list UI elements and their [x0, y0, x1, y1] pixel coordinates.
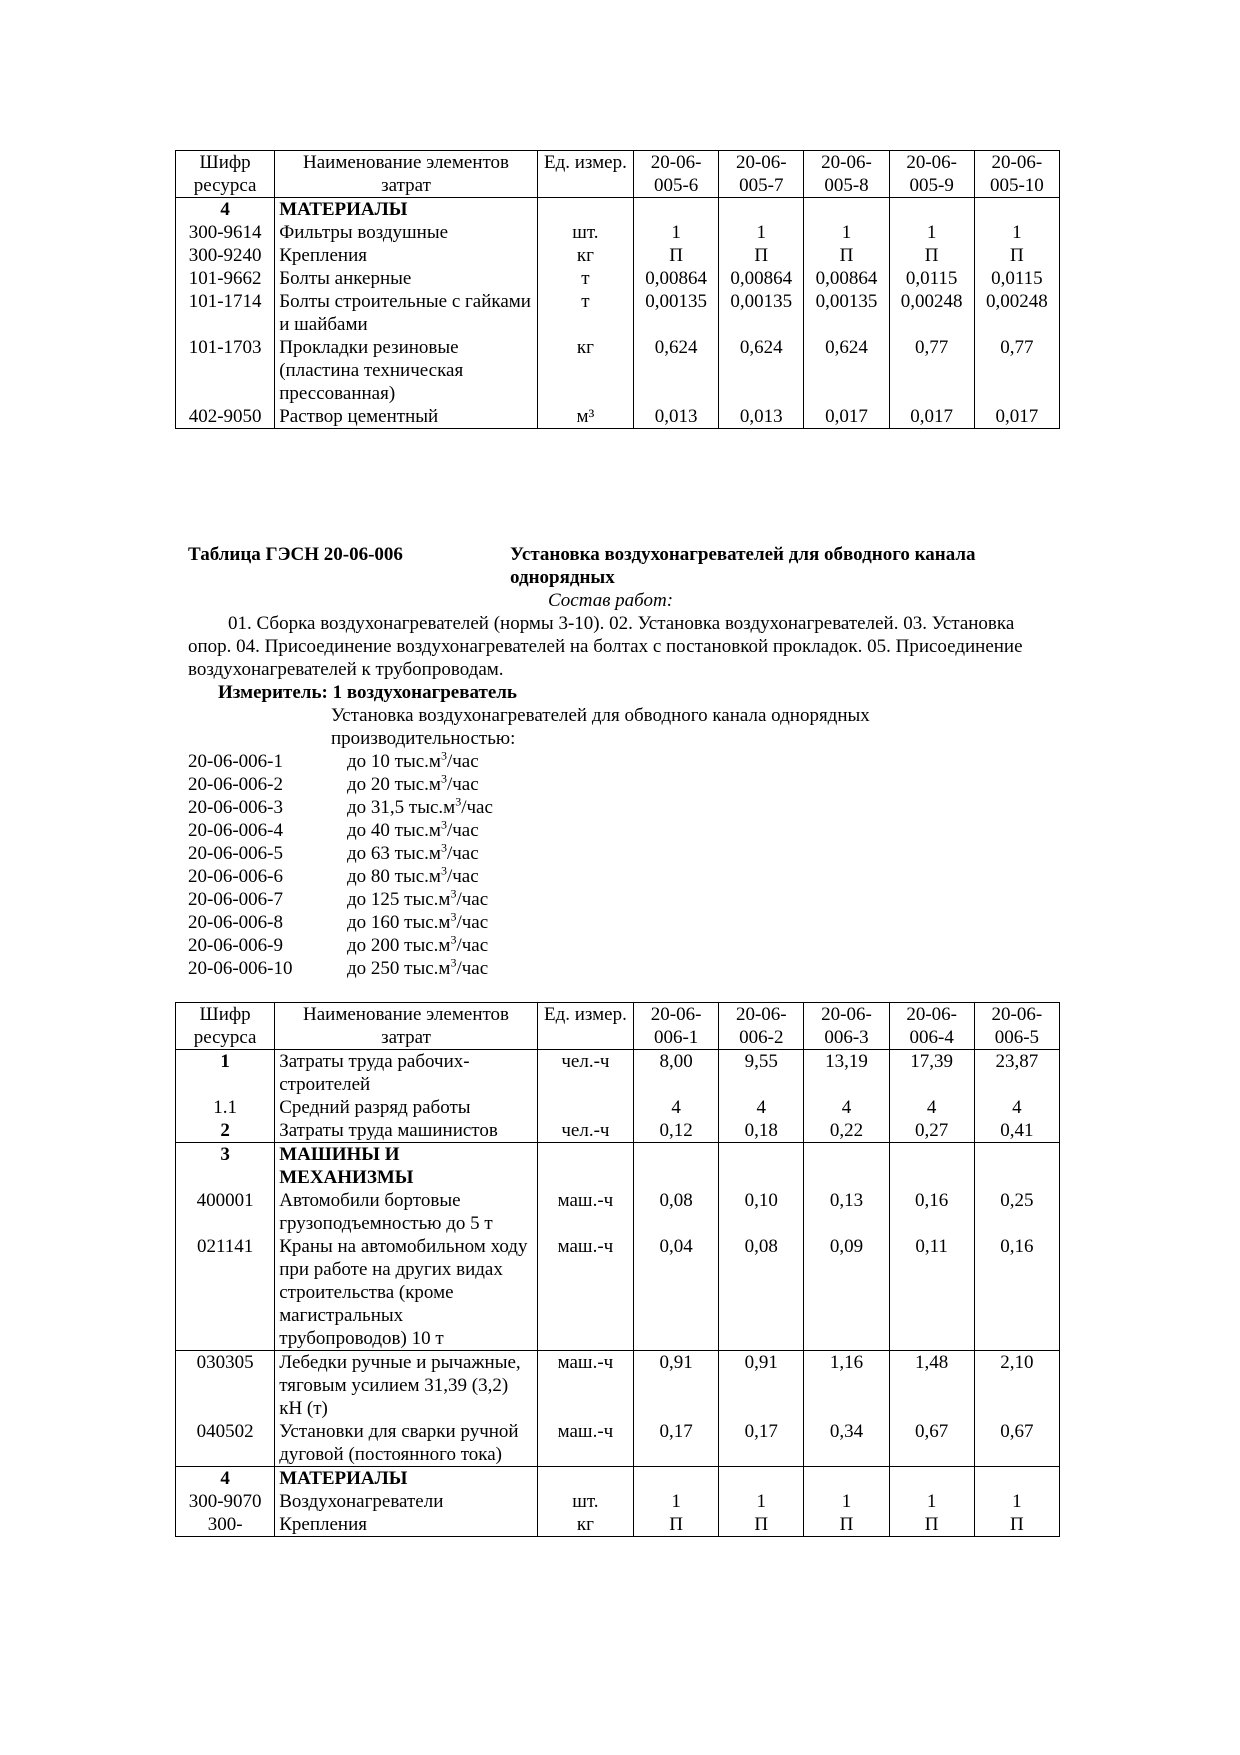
unit-suffix: /час — [446, 774, 479, 795]
resource-code: 300-9070 — [188, 1491, 262, 1512]
cell-value: 13,19 — [825, 1051, 868, 1072]
table-row — [176, 290, 1060, 336]
cell-value: 0,16 — [1000, 1236, 1034, 1257]
unit-suffix: /час — [446, 751, 479, 772]
cell-value: м³ — [576, 406, 595, 427]
norm-code-list — [188, 750, 493, 980]
unit-suffix: /час — [461, 797, 493, 818]
cell-value: 0,91 — [659, 1352, 693, 1373]
cell-value: 0,41 — [1000, 1120, 1034, 1141]
norm-item — [188, 842, 493, 865]
resource-code: 300- — [207, 1514, 243, 1535]
table-row — [176, 221, 1060, 244]
cell-value: 0,013 — [739, 406, 783, 427]
resource-name: Болты строительные с гайками и шайбами — [279, 291, 531, 335]
cell-value: 0,12 — [659, 1120, 693, 1141]
norm-code: 20-06-006-6 — [188, 866, 283, 887]
cell-value: 1 — [671, 1491, 681, 1512]
resource-code: 101-1714 — [188, 291, 262, 312]
column-header: Наименование элементов затрат — [275, 1003, 538, 1050]
resource-name: Установки для сварки ручной дуговой (постоянного тока) — [279, 1421, 519, 1465]
cell-value: 0,11 — [915, 1236, 948, 1257]
column-header: Шифр ресурса — [176, 151, 275, 198]
table-row — [176, 198, 1060, 222]
column-header: 20-06-006-5 — [974, 1003, 1059, 1050]
norm-code: 20-06-006-8 — [188, 912, 283, 933]
cell-value: 2,10 — [1000, 1352, 1034, 1373]
cell-value: 0,77 — [915, 337, 949, 358]
norm-capacity: до 80 тыс.м — [347, 866, 441, 887]
cell-value: 9,55 — [744, 1051, 778, 1072]
unit-exponent: 3 — [450, 886, 457, 901]
cell-value: П — [669, 1514, 683, 1535]
norm-item — [188, 865, 493, 888]
table-row — [176, 1143, 1060, 1190]
table-header-row — [176, 151, 1060, 198]
table-row — [176, 405, 1060, 429]
table-row — [176, 1467, 1060, 1491]
resource-code: 1 — [220, 1051, 230, 1072]
norm-item — [188, 888, 493, 911]
norm-capacity: до 31,5 тыс.м — [347, 797, 456, 818]
cell-value: 0,00864 — [645, 268, 707, 289]
cell-value: 1 — [841, 1491, 852, 1512]
cell-value: П — [669, 245, 683, 266]
work-composition-label: Состав работ: — [548, 590, 674, 611]
cell-value: 0,10 — [744, 1190, 778, 1211]
cell-value: П — [754, 245, 769, 266]
cell-value: 0,22 — [829, 1120, 864, 1141]
cell-value: 0,08 — [744, 1236, 778, 1257]
resource-name: Прокладки резиновые (пластина техническая прессованная) — [279, 337, 464, 404]
column-header: Ед. измер. — [537, 1003, 633, 1050]
cell-value: 0,08 — [659, 1190, 693, 1211]
column-header: Ед. измер. — [537, 151, 633, 198]
cell-value: 0,04 — [659, 1236, 693, 1257]
column-header: 20-06-005-6 — [634, 151, 719, 198]
unit-exponent: 3 — [440, 817, 447, 832]
cell-value: т — [581, 268, 590, 289]
cell-value: 0,00248 — [986, 291, 1048, 312]
cell-value: 0,91 — [744, 1352, 778, 1373]
cell-value: 8,00 — [659, 1051, 693, 1072]
norm-capacity: до 40 тыс.м — [347, 820, 441, 841]
cell-value: 0,624 — [825, 337, 868, 358]
cell-value: 0,0115 — [905, 268, 958, 289]
column-header: 20-06-006-3 — [804, 1003, 889, 1050]
table-row — [176, 1050, 1060, 1097]
column-header: 20-06-006-1 — [634, 1003, 719, 1050]
cell-value: 1,48 — [915, 1352, 949, 1373]
unit-exponent: 3 — [440, 748, 447, 763]
resource-name: Крепления — [279, 1514, 367, 1535]
norm-item — [188, 957, 493, 980]
cell-value: 0,25 — [1000, 1190, 1034, 1211]
cell-value: 0,67 — [915, 1421, 949, 1442]
resource-table-005 — [175, 150, 1060, 429]
resource-code: 4 — [220, 1468, 230, 1489]
norm-code: 20-06-006-7 — [188, 889, 283, 910]
resource-name: Краны на автомобильном ходу при работе на других видах строительства (кроме магистральных трубопроводов) 10 т — [279, 1236, 528, 1349]
cell-value: П — [924, 1514, 939, 1535]
cell-value: П — [924, 245, 939, 266]
unit-exponent: 3 — [440, 863, 447, 878]
cell-value: 1 — [926, 222, 937, 243]
unit-exponent: 3 — [450, 932, 457, 947]
table-row — [176, 1096, 1060, 1119]
cell-value: 4 — [756, 1097, 767, 1118]
cell-value: П — [839, 1514, 854, 1535]
resource-code: 2 — [220, 1120, 230, 1141]
resource-name: МАТЕРИАЛЫ — [279, 199, 408, 220]
norm-item — [188, 934, 493, 957]
resource-code: 4 — [220, 199, 230, 220]
table-title: Таблица ГЭСН 20-06-006 — [188, 544, 403, 565]
resource-name: Затраты труда машинистов — [279, 1120, 498, 1141]
cell-value: 0,77 — [1000, 337, 1034, 358]
resource-code: 040502 — [196, 1421, 254, 1442]
resource-name: Автомобили бортовые грузоподъемностью до 5 т — [279, 1190, 493, 1234]
cell-value: 0,09 — [829, 1236, 864, 1257]
unit-suffix: /час — [446, 820, 479, 841]
cell-value: чел.-ч — [561, 1051, 610, 1072]
resource-name: Крепления — [279, 245, 367, 266]
cell-value: 0,16 — [915, 1190, 949, 1211]
resource-code: 1.1 — [213, 1097, 237, 1118]
norm-capacity: до 160 тыс.м — [347, 912, 451, 933]
table-header-row — [176, 1003, 1060, 1050]
cell-value: 0,00248 — [900, 291, 963, 312]
unit-exponent: 3 — [455, 794, 462, 809]
norm-code: 20-06-006-2 — [188, 774, 283, 795]
norm-capacity: до 250 тыс.м — [347, 958, 451, 979]
table-row — [176, 1490, 1060, 1513]
resource-name: Средний разряд работы — [279, 1097, 471, 1118]
column-header: 20-06-005-10 — [974, 151, 1059, 198]
cell-value: 0,624 — [654, 337, 698, 358]
cell-value: 4 — [841, 1097, 852, 1118]
norm-capacity: до 200 тыс.м — [347, 935, 451, 956]
resource-code: 402-9050 — [188, 406, 262, 427]
resource-code: 021141 — [196, 1236, 254, 1257]
table-row — [176, 244, 1060, 267]
table-row — [176, 267, 1060, 290]
resource-name: Раствор цементный — [279, 406, 439, 427]
cell-value: 0,00864 — [730, 268, 793, 289]
cell-value: шт. — [572, 222, 599, 243]
cell-value: П — [1010, 245, 1024, 266]
resource-code: 030305 — [196, 1352, 254, 1373]
norm-item — [188, 796, 493, 819]
table-row — [176, 1235, 1060, 1351]
cell-value: маш.-ч — [557, 1190, 614, 1211]
resource-table-006 — [175, 1002, 1060, 1537]
cell-value: 1 — [1012, 222, 1022, 243]
cell-value: 0,017 — [910, 406, 954, 427]
cell-value: маш.-ч — [557, 1421, 614, 1442]
cell-value: 4 — [926, 1097, 937, 1118]
cell-value: т — [581, 291, 590, 312]
table-row — [176, 336, 1060, 405]
cell-value: 0,017 — [825, 406, 868, 427]
cell-value: 0,00135 — [815, 291, 878, 312]
resource-code: 3 — [220, 1144, 230, 1165]
norm-code: 20-06-006-4 — [188, 820, 283, 841]
cell-value: 0,13 — [829, 1190, 864, 1211]
cell-value: 0,00864 — [815, 268, 878, 289]
norm-item — [188, 773, 493, 796]
resource-name: МАТЕРИАЛЫ — [279, 1468, 408, 1489]
meter-label: Измеритель: 1 воздухонагреватель — [218, 682, 517, 703]
norm-item — [188, 750, 493, 773]
table-description: Установка воздухонагревателей для обводного канала однорядных — [510, 544, 976, 588]
resource-name: МАШИНЫ И МЕХАНИЗМЫ — [279, 1144, 414, 1188]
work-text: 01. Сборка воздухонагревателей (нормы 3-10). 02. Установка воздухонагревателей. 03. Установка опор. 04. Присоединение воздухонагревателей на болтах с постановкой прокладок. 05. Присоединение воздухонагревателей к трубопроводам. — [188, 613, 1023, 680]
cell-value: 0,34 — [829, 1421, 864, 1442]
cell-value: 23,87 — [995, 1051, 1039, 1072]
resource-name: Затраты труда рабочих-строителей — [279, 1051, 470, 1095]
norm-code: 20-06-006-3 — [188, 797, 283, 818]
resource-name: Лебедки ручные и рычажные, тяговым усилием 31,39 (3,2) кН (т) — [279, 1352, 521, 1419]
unit-suffix: /час — [446, 843, 479, 864]
cell-value: 4 — [1012, 1097, 1022, 1118]
resource-name: Воздухонагреватели — [279, 1491, 444, 1512]
norm-code: 20-06-006-9 — [188, 935, 283, 956]
unit-suffix: /час — [446, 866, 479, 887]
resource-name: Фильтры воздушные — [279, 222, 449, 243]
column-header: 20-06-005-7 — [719, 151, 804, 198]
cell-value: чел.-ч — [561, 1120, 610, 1141]
column-header: 20-06-005-9 — [889, 151, 974, 198]
cell-value: кг — [576, 1514, 594, 1535]
resource-code: 300-9614 — [188, 222, 262, 243]
norm-item — [188, 911, 493, 934]
norm-code: 20-06-006-10 — [188, 958, 293, 979]
cell-value: 0,624 — [739, 337, 783, 358]
cell-value: маш.-ч — [557, 1236, 614, 1257]
cell-value: 0,17 — [659, 1421, 693, 1442]
cell-value: П — [754, 1514, 769, 1535]
cell-value: кг — [576, 245, 594, 266]
norm-capacity: до 10 тыс.м — [347, 751, 441, 772]
unit-suffix: /час — [456, 958, 489, 979]
table-row — [176, 1351, 1060, 1421]
column-header: 20-06-006-2 — [719, 1003, 804, 1050]
cell-value: 0,00135 — [645, 291, 707, 312]
cell-value: П — [839, 245, 854, 266]
cell-value: 1 — [756, 222, 767, 243]
cell-value: П — [1010, 1514, 1024, 1535]
norm-capacity: до 125 тыс.м — [347, 889, 451, 910]
unit-exponent: 3 — [450, 909, 457, 924]
cell-value: кг — [576, 337, 594, 358]
norm-intro: Установка воздухонагревателей для обводного канала однорядных производительностью: — [331, 705, 870, 749]
work-composition-text — [188, 612, 1060, 681]
unit-suffix: /час — [456, 935, 489, 956]
cell-value: 0,27 — [915, 1120, 949, 1141]
norm-code: 20-06-006-1 — [188, 751, 283, 772]
table-row — [176, 1420, 1060, 1467]
column-header: 20-06-005-8 — [804, 151, 889, 198]
cell-value: 4 — [671, 1097, 681, 1118]
resource-name: Болты анкерные — [279, 268, 412, 289]
column-header: Наименование элементов затрат — [275, 151, 538, 198]
cell-value: 0,013 — [654, 406, 698, 427]
cell-value: 1 — [756, 1491, 767, 1512]
cell-value: 0,17 — [744, 1421, 778, 1442]
table-row — [176, 1119, 1060, 1143]
column-header: Шифр ресурса — [176, 1003, 275, 1050]
unit-suffix: /час — [456, 889, 489, 910]
norm-code: 20-06-006-5 — [188, 843, 283, 864]
cell-value: 0,18 — [744, 1120, 778, 1141]
unit-exponent: 3 — [440, 840, 447, 855]
table-row — [176, 1513, 1060, 1537]
cell-value: шт. — [572, 1491, 599, 1512]
unit-exponent: 3 — [450, 955, 457, 970]
cell-value: 17,39 — [910, 1051, 954, 1072]
cell-value: 1 — [926, 1491, 937, 1512]
resource-code: 101-9662 — [188, 268, 262, 289]
norm-capacity: до 20 тыс.м — [347, 774, 441, 795]
column-header: 20-06-006-4 — [889, 1003, 974, 1050]
unit-suffix: /час — [456, 912, 489, 933]
cell-value: 0,017 — [995, 406, 1039, 427]
unit-exponent: 3 — [440, 771, 447, 786]
cell-value: маш.-ч — [557, 1352, 614, 1373]
cell-value: 0,67 — [1000, 1421, 1034, 1442]
resource-code: 400001 — [196, 1190, 254, 1211]
resource-code: 300-9240 — [188, 245, 262, 266]
norm-item — [188, 819, 493, 842]
cell-value: 1,16 — [829, 1352, 864, 1373]
cell-value: 1 — [1012, 1491, 1022, 1512]
cell-value: 1 — [671, 222, 681, 243]
resource-code: 101-1703 — [188, 337, 262, 358]
norm-capacity: до 63 тыс.м — [347, 843, 441, 864]
cell-value: 0,00135 — [730, 291, 793, 312]
cell-value: 0,0115 — [991, 268, 1043, 289]
table-row — [176, 1189, 1060, 1235]
cell-value: 1 — [841, 222, 852, 243]
